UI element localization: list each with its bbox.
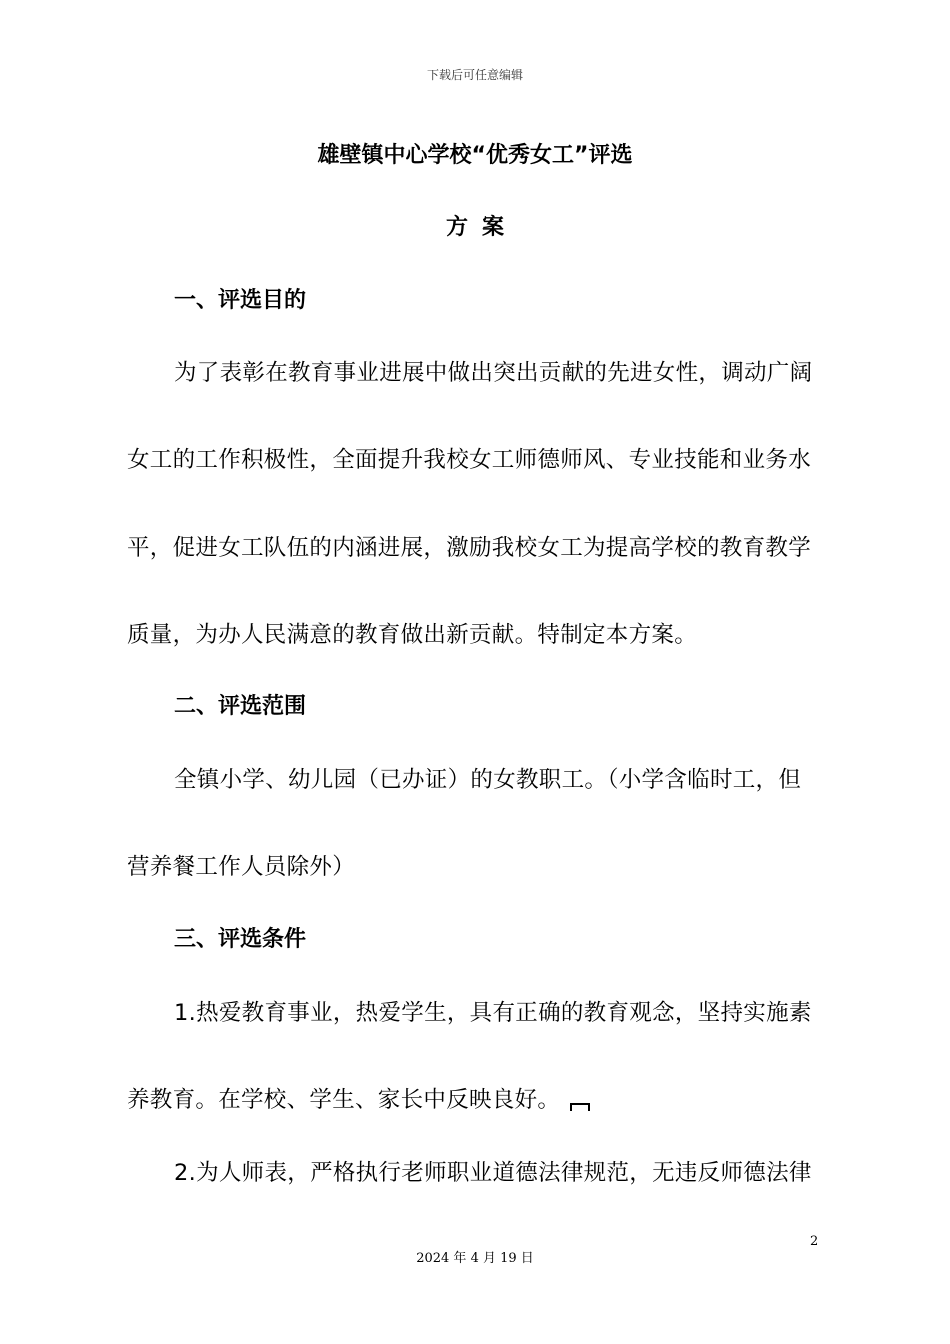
paragraph-line: 2.为人师表，严格执行老师职业道德法律规范，无违反师德法律 xyxy=(174,1160,812,1186)
document-subtitle: 方案 xyxy=(445,215,518,240)
paragraph-line: 营养餐工作人员除外） xyxy=(127,854,356,880)
paragraph-line: 平，促进女工队伍的内涵进展，激励我校女工为提高学校的教育教学 xyxy=(127,535,812,561)
page-number: 2 xyxy=(810,1234,819,1249)
paragraph-line: 质量，为办人民满意的教育做出新贡献。特制定本方案。 xyxy=(127,622,698,648)
paragraph-line-text: 养教育。在学校、学生、家长中反映良好。 xyxy=(127,1087,561,1113)
paragraph-line: 全镇小学、幼儿园（已办证）的女教职工。（小学含临时工，但 xyxy=(174,767,802,793)
footer-date: 2024 年 4 月 19 日 xyxy=(416,1251,534,1266)
section-heading-criteria: 三、评选条件 xyxy=(174,927,307,952)
section-heading-purpose: 一、评选目的 xyxy=(174,288,307,313)
section-heading-scope: 二、评选范围 xyxy=(174,694,307,719)
paragraph-line: 1.热爱教育事业，热爱学生，具有正确的教育观念，坚持实施素 xyxy=(174,1000,812,1026)
document-title: 雄壁镇中心学校“优秀女工”评选 xyxy=(317,143,633,168)
bracket-mark-icon xyxy=(570,1103,590,1111)
paragraph-line: 女工的工作积极性，全面提升我校女工师德师风、专业技能和业务水 xyxy=(127,447,812,473)
page-header: 下载后可任意编辑 xyxy=(426,68,523,82)
paragraph-line-with-mark xyxy=(127,1082,590,1114)
paragraph-line: 为了表彰在教育事业进展中做出突出贡献的先进女性，调动广阔 xyxy=(174,360,813,386)
